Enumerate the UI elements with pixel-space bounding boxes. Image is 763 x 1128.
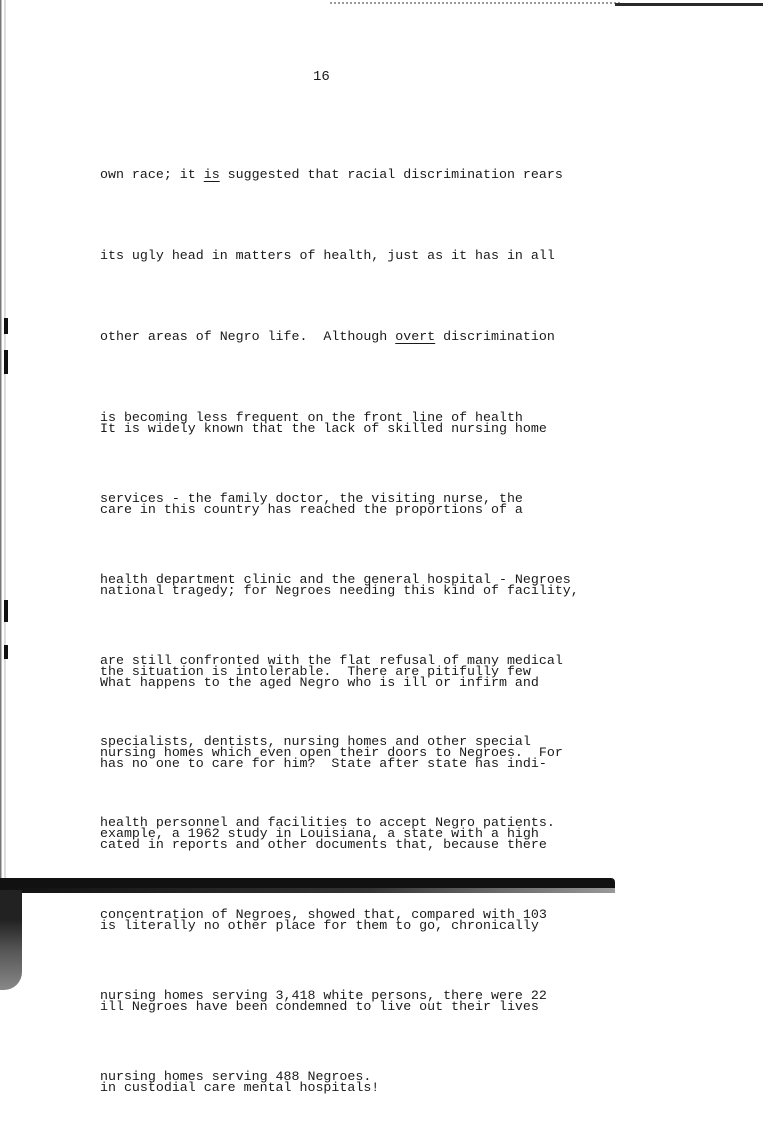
text-line: concentration of Negroes, showed that, compared with 103 <box>100 907 547 922</box>
scan-dotted-line <box>330 2 620 4</box>
text-line: It is widely known that the lack of skilled nursing home <box>100 421 547 436</box>
text-line: cated in reports and other documents that, because there <box>100 837 547 852</box>
text-line: nursing homes serving 488 Negroes. <box>100 1069 372 1084</box>
text-line: is becoming less frequent on the front line of health <box>100 410 523 425</box>
text-line: specialists, dentists, nursing homes and other special <box>100 734 531 749</box>
binder-mark <box>4 600 8 622</box>
text-line: nursing homes serving 3,418 white persons, there were 22 <box>100 988 547 1003</box>
binder-mark <box>4 318 8 334</box>
scan-left-edge <box>0 0 6 885</box>
text-line: its ugly head in matters of health, just as it has in all <box>100 248 555 263</box>
underlined-word: is <box>203 167 220 182</box>
text-line: ill Negroes have been condemned to live out their lives <box>100 999 539 1014</box>
scan-dark-bar <box>615 3 763 6</box>
text-line: are still confronted with the flat refusal of many medical <box>100 653 563 668</box>
text-line: care in this country has reached the proportions of a <box>100 502 523 517</box>
scan-shadow-taper <box>0 888 615 893</box>
text-line: own race; it is suggested that racial discrimination rears <box>100 167 563 182</box>
text-line: has no one to care for him? State after state has indi- <box>100 756 547 771</box>
text-line: nursing homes which even open their doors to Negroes. For <box>100 745 563 760</box>
text-line: the situation is intolerable. There are pitifully few <box>100 664 531 679</box>
text-line: national tragedy; for Negroes needing this kind of facility, <box>100 583 579 598</box>
text-line: health department clinic and the general hospital - Negroes <box>100 572 571 587</box>
paragraph-3 <box>100 615 547 1128</box>
scan-bottom-edge <box>0 878 620 990</box>
text-line: services - the family doctor, the visiting nurse, the <box>100 491 523 506</box>
text-line: other areas of Negro life. Although overt discrimination <box>100 329 555 344</box>
text-line: in custodial care mental hospitals! <box>100 1080 380 1095</box>
scan-top-edge <box>0 0 763 10</box>
text-line: health personnel and facilities to accept Negro patients. <box>100 815 555 830</box>
scan-corner-shadow <box>0 890 22 990</box>
text-line: example, a 1962 study in Louisiana, a state with a high <box>100 826 539 841</box>
binder-mark <box>4 350 8 374</box>
underlined-word: overt <box>395 329 436 344</box>
text-line: What happens to the aged Negro who is ill or infirm and <box>100 675 539 690</box>
text-line: is literally no other place for them to go, chronically <box>100 918 539 933</box>
binder-mark <box>4 645 8 659</box>
page-number: 16 <box>313 69 330 85</box>
